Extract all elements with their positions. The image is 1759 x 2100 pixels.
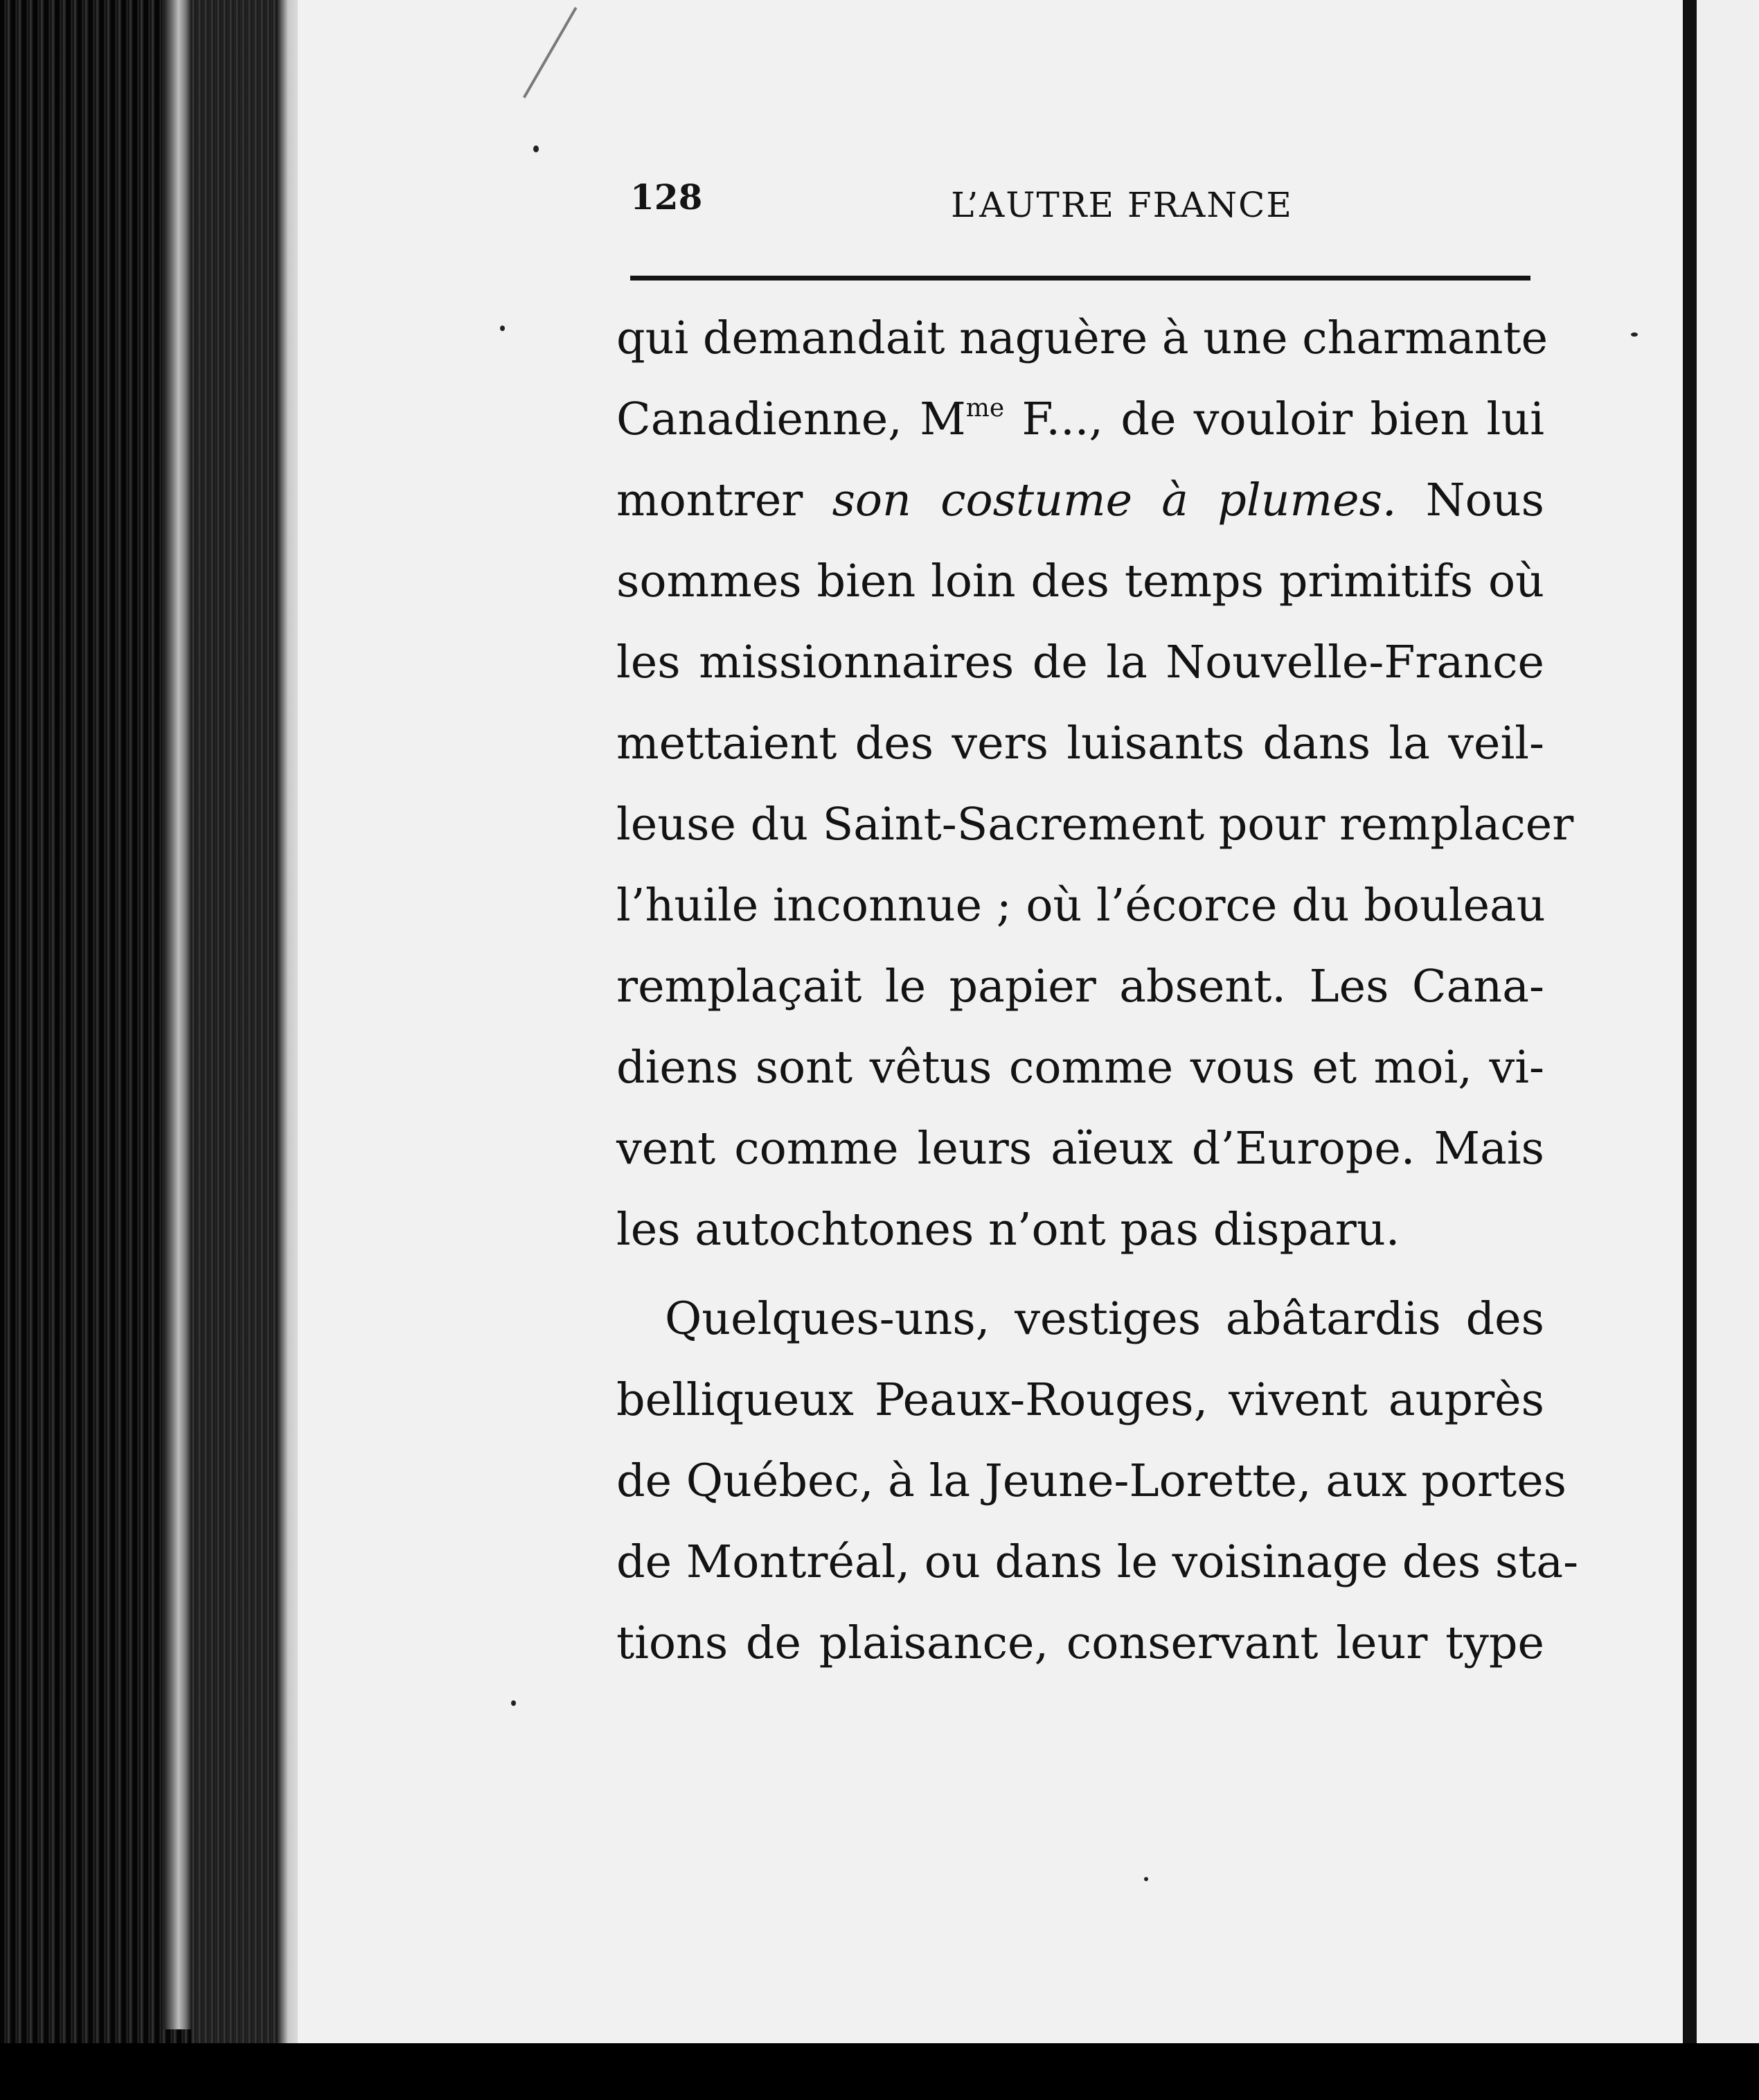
text-line: belliqueux Peaux-Rouges, vivent auprès <box>616 1374 1544 1426</box>
text-line: diens sont vêtus comme vous et moi, vi- <box>616 1042 1544 1094</box>
italic-text: son costume à plumes. <box>832 474 1397 526</box>
text-span: F..., de vouloir bien lui <box>1004 393 1544 445</box>
paper-speck <box>533 145 539 152</box>
text-line: sommes bien loin des temps primitifs où <box>616 555 1544 607</box>
text-line: remplaçait le papier absent. Les Cana- <box>616 961 1544 1013</box>
paper-speck <box>1144 1877 1148 1881</box>
paragraph <box>616 1279 1579 1684</box>
text-line: vent comme leurs aïeux d’Europe. Mais <box>616 1123 1544 1175</box>
page-edge-stack <box>191 0 281 2043</box>
text-line: de Québec, à la Jeune-Lorette, aux portes <box>616 1455 1567 1507</box>
paper-speck <box>1631 332 1638 337</box>
page-edge-highlight <box>163 0 191 2029</box>
running-title: L’AUTRE FRANCE <box>951 185 1293 225</box>
text-span: montrer <box>616 474 832 526</box>
text-line: les autochtones n’ont pas disparu. <box>616 1204 1400 1256</box>
text-span: Canadienne, M <box>616 393 966 445</box>
paragraph <box>616 298 1574 1270</box>
running-head <box>630 177 1537 232</box>
text-line <box>616 379 1544 460</box>
paper-speck <box>511 1700 516 1706</box>
text-line: qui demandait naguère à une charmante <box>616 312 1548 364</box>
paper-speck <box>500 326 505 331</box>
text-line: l’huile inconnue ; où l’écorce du bouleau <box>616 880 1546 932</box>
text-line: Quelques-uns, vestiges abâtardis des <box>665 1293 1544 1345</box>
paragraph-gap <box>616 1270 1544 1279</box>
header-rule <box>630 276 1530 281</box>
text-line: tions de plaisance, conservant leur type <box>616 1617 1544 1669</box>
text-line: de Montréal, ou dans le voisinage des sta- <box>616 1536 1579 1588</box>
body-text <box>616 298 1579 1684</box>
scan-bottom-border <box>0 2043 1759 2100</box>
text-span: Nous <box>1396 474 1545 526</box>
next-page-edge <box>1697 0 1759 2050</box>
text-line: les missionnaires de la Nouvelle-France <box>616 637 1544 688</box>
page-number: 128 <box>630 177 703 217</box>
text-line: leuse du Saint-Sacrement pour remplacer <box>616 799 1574 851</box>
text-line <box>616 460 1544 541</box>
page-right-border <box>1683 0 1697 2050</box>
superscript: me <box>965 394 1005 422</box>
text-line: mettaient des vers luisants dans la veil- <box>616 718 1544 769</box>
